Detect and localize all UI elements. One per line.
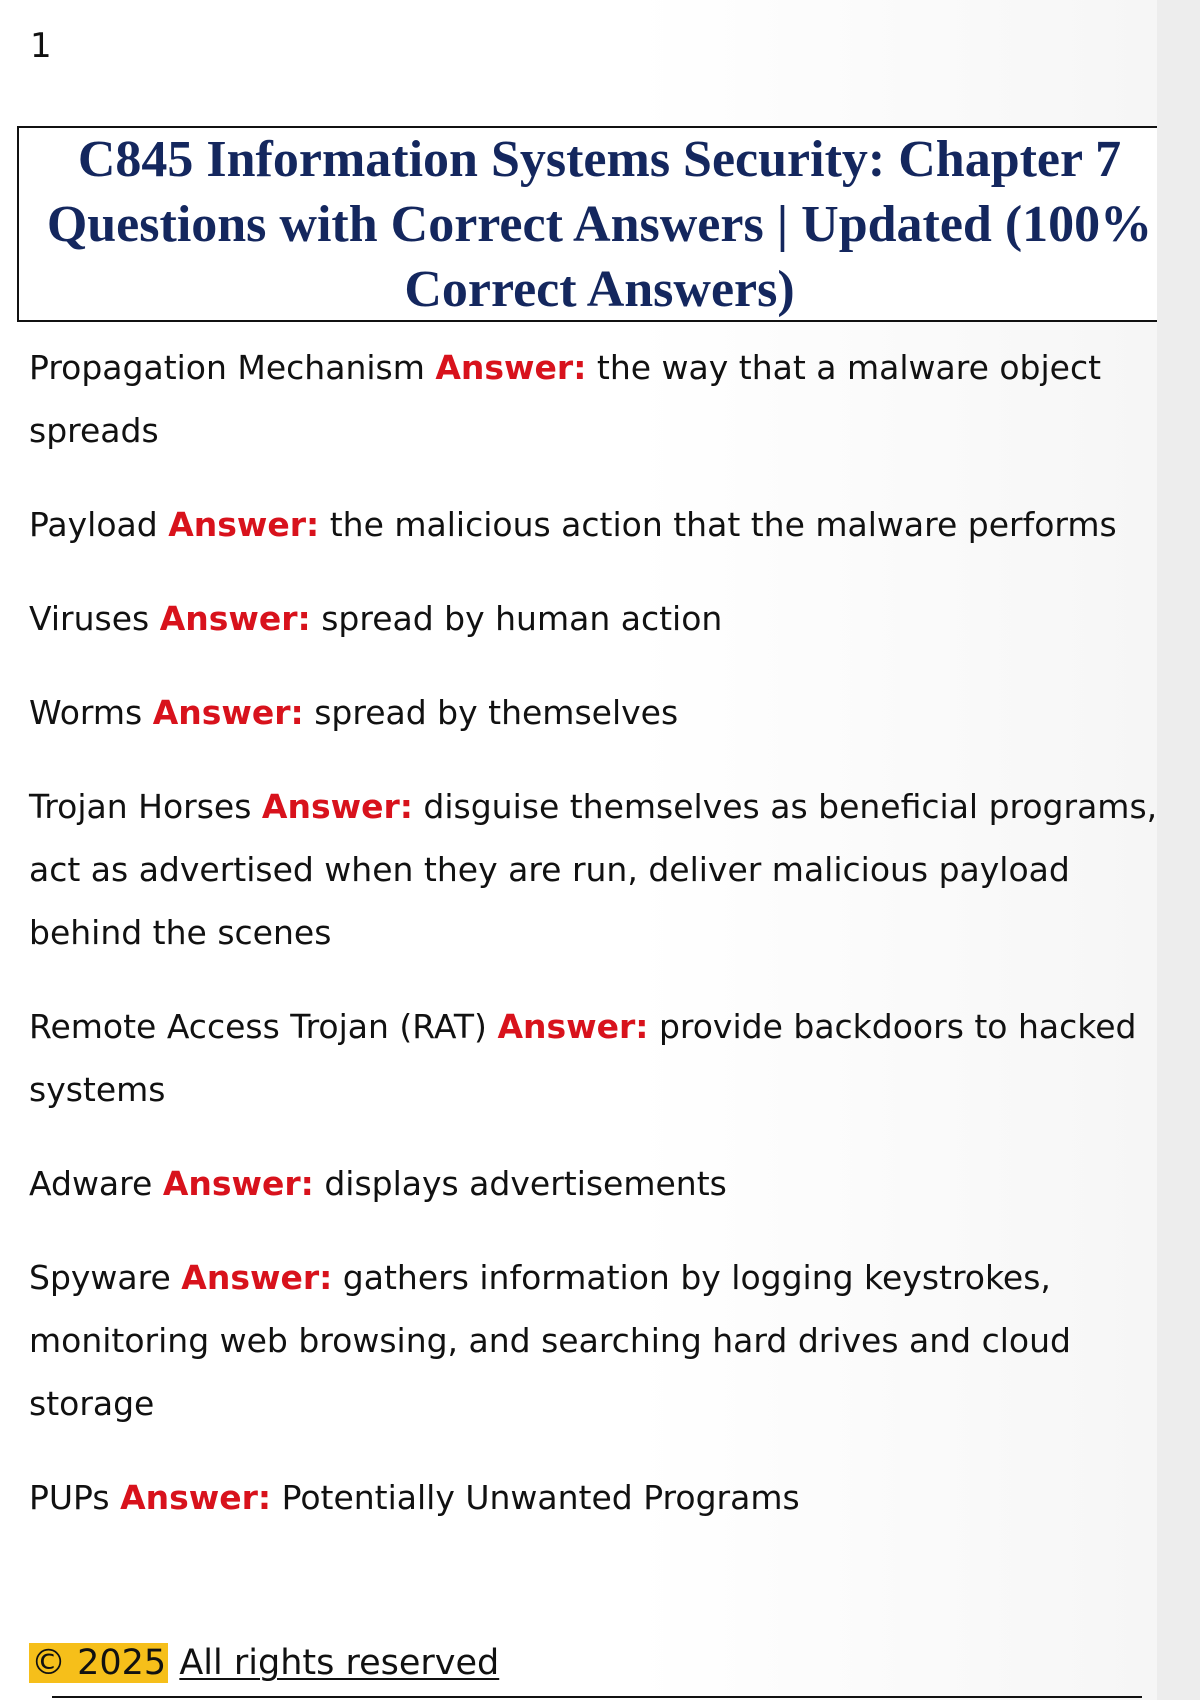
qa-term: Spyware (29, 1258, 171, 1297)
qa-definition: gathers information by logging keystrokes, monitoring web browsing, and searching hard drives and cloud storage (29, 1258, 1071, 1423)
qa-item (29, 493, 1159, 556)
copyright-notice: © 2025 (31, 1643, 167, 1683)
qa-definition: spread by human action (321, 599, 723, 638)
footer (29, 1640, 499, 1686)
qa-term: Remote Access Trojan (RAT) (29, 1007, 487, 1046)
rights-text: All rights reserved (179, 1643, 500, 1683)
qa-item (29, 681, 1159, 744)
qa-term: Trojan Horses (29, 787, 252, 826)
qa-item (29, 1246, 1159, 1435)
qa-definition: the way that a malware object spreads (29, 348, 1102, 450)
document-title: C845 Information Systems Security: Chapter 7 Questions with Correct Answers | Updated (100% Correct Answers) (46, 130, 1153, 318)
answer-label: Answer: (152, 693, 304, 732)
answer-label: Answer: (159, 599, 311, 638)
qa-item (29, 1466, 1159, 1529)
qa-definition: spread by themselves (314, 693, 679, 732)
answer-label: Answer: (120, 1478, 272, 1517)
answer-label: Answer: (497, 1007, 649, 1046)
answer-label: Answer: (261, 787, 413, 826)
answer-label: Answer: (181, 1258, 333, 1297)
qa-term: Viruses (29, 599, 150, 638)
qa-term: Payload (29, 505, 158, 544)
qa-term: Propagation Mechanism (29, 348, 425, 387)
qa-definition: displays advertisements (324, 1164, 727, 1203)
qa-list (29, 336, 1159, 1560)
page-number: 1 (30, 26, 52, 66)
answer-label: Answer: (435, 348, 587, 387)
qa-item (29, 1152, 1159, 1215)
answer-label: Answer: (168, 505, 320, 544)
qa-term: PUPs (29, 1478, 110, 1517)
title-box (17, 126, 1182, 322)
bottom-divider (52, 1696, 1142, 1698)
page-margin-strip (1157, 0, 1200, 1700)
qa-term: Adware (29, 1164, 153, 1203)
qa-definition: Potentially Unwanted Programs (281, 1478, 800, 1517)
qa-definition: disguise themselves as beneficial programs, act as advertised when they are run, deliver malicious payload behind the scenes (29, 787, 1158, 952)
qa-item (29, 995, 1159, 1121)
qa-item (29, 775, 1159, 964)
qa-item (29, 336, 1159, 462)
answer-label: Answer: (162, 1164, 314, 1203)
qa-definition: provide backdoors to hacked systems (29, 1007, 1137, 1109)
qa-definition: the malicious action that the malware performs (329, 505, 1117, 544)
qa-item (29, 587, 1159, 650)
qa-term: Worms (29, 693, 143, 732)
